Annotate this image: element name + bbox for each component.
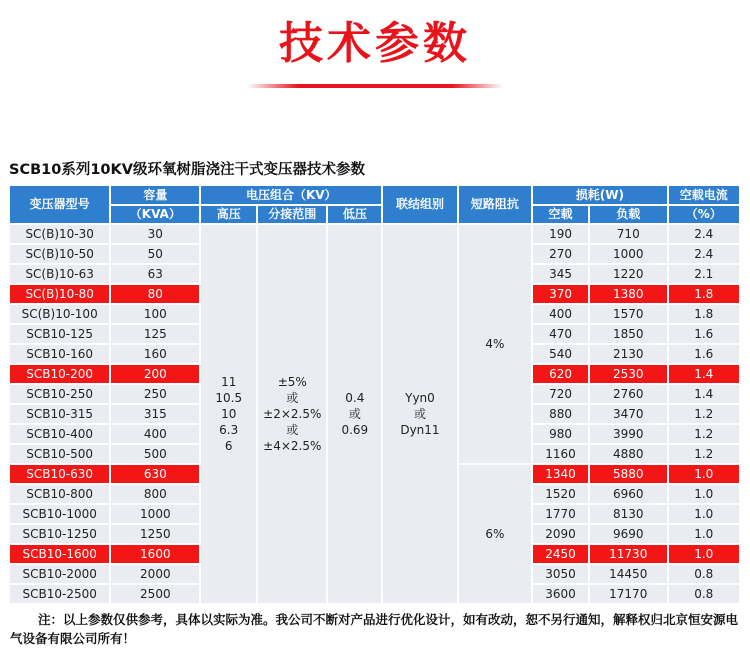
cell-no-load-current: 0.8 <box>669 565 739 583</box>
header-no-load-loss: 空载 <box>533 206 588 223</box>
spec-table-body <box>10 225 739 603</box>
header-voltage-group: 电压组合（KV） <box>201 186 381 204</box>
table-row <box>10 225 739 243</box>
cell-model: SCB10-2000 <box>10 565 109 583</box>
cell-no-load-loss: 2090 <box>533 525 588 543</box>
cell-capacity: 63 <box>111 265 199 283</box>
cell-load-loss: 5880 <box>590 465 667 483</box>
cell-load-loss: 2130 <box>590 345 667 363</box>
cell-connection-line: Dyn11 <box>400 423 440 437</box>
cell-load-loss: 11730 <box>590 545 667 563</box>
table-title: SCB10系列10KV级环氧树脂浇注干式变压器技术参数 <box>9 162 365 178</box>
cell-tap-range-line: 或 <box>286 391 299 405</box>
cell-load-loss: 9690 <box>590 525 667 543</box>
cell-model: SC(B)10-80 <box>10 285 109 303</box>
cell-load-loss: 710 <box>590 225 667 243</box>
header-loss-group: 损耗(W) <box>533 186 666 204</box>
cell-tap-range <box>258 225 326 603</box>
cell-tap-range-line: ±2×2.5% <box>263 407 322 421</box>
header-tap-range: 分接范围 <box>258 206 326 223</box>
cell-capacity: 125 <box>111 325 199 343</box>
cell-load-loss: 1850 <box>590 325 667 343</box>
cell-model: SC(B)10-50 <box>10 245 109 263</box>
cell-load-loss: 3990 <box>590 425 667 443</box>
cell-no-load-current: 1.0 <box>669 545 739 563</box>
cell-load-loss: 17170 <box>590 585 667 603</box>
cell-load-loss: 2530 <box>590 365 667 383</box>
cell-no-load-loss: 880 <box>533 405 588 423</box>
cell-no-load-loss: 720 <box>533 385 588 403</box>
cell-no-load-loss: 1770 <box>533 505 588 523</box>
cell-no-load-loss: 1520 <box>533 485 588 503</box>
cell-capacity: 1600 <box>111 545 199 563</box>
cell-no-load-loss: 1160 <box>533 445 588 463</box>
cell-model: SC(B)10-63 <box>10 265 109 283</box>
cell-load-loss: 1380 <box>590 285 667 303</box>
header-connection: 联结组别 <box>383 186 456 223</box>
cell-load-loss: 3470 <box>590 405 667 423</box>
header-no-load-current-unit: （%） <box>669 206 739 223</box>
cell-model: SC(B)10-30 <box>10 225 109 243</box>
cell-connection-line: Yyn0 <box>405 391 435 405</box>
cell-no-load-loss: 190 <box>533 225 588 243</box>
cell-model: SCB10-2500 <box>10 585 109 603</box>
cell-capacity: 30 <box>111 225 199 243</box>
cell-model: SCB10-1000 <box>10 505 109 523</box>
cell-load-loss: 4880 <box>590 445 667 463</box>
cell-capacity: 630 <box>111 465 199 483</box>
cell-model: SCB10-800 <box>10 485 109 503</box>
cell-no-load-current: 2.4 <box>669 245 739 263</box>
cell-model: SCB10-500 <box>10 445 109 463</box>
cell-no-load-current: 1.0 <box>669 485 739 503</box>
cell-connection <box>383 225 456 603</box>
cell-capacity: 2000 <box>111 565 199 583</box>
header-capacity-unit: （KVA） <box>111 206 199 223</box>
cell-capacity: 250 <box>111 385 199 403</box>
cell-tap-range-line: ±4×2.5% <box>263 439 322 453</box>
cell-impedance-6: 6% <box>459 465 531 603</box>
cell-tap-range-line: ±5% <box>277 375 307 389</box>
cell-no-load-loss: 620 <box>533 365 588 383</box>
cell-capacity: 2500 <box>111 585 199 603</box>
cell-high-voltage-line: 10.5 <box>215 391 243 405</box>
cell-no-load-current: 1.2 <box>669 425 739 443</box>
cell-load-loss: 1220 <box>590 265 667 283</box>
cell-capacity: 500 <box>111 445 199 463</box>
cell-no-load-current: 1.6 <box>669 325 739 343</box>
cell-no-load-loss: 3600 <box>533 585 588 603</box>
cell-no-load-current: 1.4 <box>669 365 739 383</box>
cell-no-load-loss: 370 <box>533 285 588 303</box>
cell-capacity: 315 <box>111 405 199 423</box>
cell-load-loss: 8130 <box>590 505 667 523</box>
cell-capacity: 1000 <box>111 505 199 523</box>
cell-capacity: 80 <box>111 285 199 303</box>
cell-no-load-current: 2.1 <box>669 265 739 283</box>
cell-no-load-loss: 3050 <box>533 565 588 583</box>
cell-model: SCB10-630 <box>10 465 109 483</box>
cell-capacity: 160 <box>111 345 199 363</box>
cell-model: SCB10-1600 <box>10 545 109 563</box>
cell-model: SCB10-160 <box>10 345 109 363</box>
cell-load-loss: 6960 <box>590 485 667 503</box>
cell-low-voltage-line: 0.4 <box>345 391 365 405</box>
cell-capacity: 400 <box>111 425 199 443</box>
cell-no-load-loss: 2450 <box>533 545 588 563</box>
cell-capacity: 800 <box>111 485 199 503</box>
header-low-voltage: 低压 <box>328 206 381 223</box>
cell-model: SCB10-125 <box>10 325 109 343</box>
cell-no-load-current: 2.4 <box>669 225 739 243</box>
cell-low-voltage-line: 或 <box>348 407 361 421</box>
cell-load-loss: 1000 <box>590 245 667 263</box>
cell-connection-line: 或 <box>413 407 426 421</box>
cell-low-voltage <box>328 225 381 603</box>
page-title: 技术参数 <box>279 18 471 69</box>
cell-capacity: 100 <box>111 305 199 323</box>
header-impedance: 短路阻抗 <box>459 186 531 223</box>
cell-no-load-current: 1.0 <box>669 465 739 483</box>
spec-table <box>8 184 741 605</box>
header-no-load-current: 空载电流 <box>669 186 739 204</box>
cell-no-load-loss: 980 <box>533 425 588 443</box>
footnote: 注：以上参数仅供参考，具体以实际为准。我公司不断对产品进行优化设计，如有改动，恕不另行通知，解释权归北京恒安源电气设备有限公司所有！ <box>10 612 739 646</box>
cell-high-voltage-line: 6.3 <box>219 423 239 437</box>
cell-no-load-current: 1.8 <box>669 305 739 323</box>
cell-impedance-4: 4% <box>459 225 531 463</box>
cell-capacity: 1250 <box>111 525 199 543</box>
header-high-voltage: 高压 <box>201 206 256 223</box>
cell-capacity: 200 <box>111 365 199 383</box>
cell-no-load-loss: 470 <box>533 325 588 343</box>
cell-no-load-current: 1.2 <box>669 405 739 423</box>
cell-model: SCB10-315 <box>10 405 109 423</box>
cell-model: SCB10-200 <box>10 365 109 383</box>
cell-model: SCB10-250 <box>10 385 109 403</box>
cell-high-voltage-line: 6 <box>224 439 233 453</box>
header-load-loss: 负载 <box>590 206 667 223</box>
cell-no-load-loss: 270 <box>533 245 588 263</box>
cell-no-load-current: 0.8 <box>669 585 739 603</box>
cell-no-load-current: 1.0 <box>669 505 739 523</box>
cell-no-load-loss: 400 <box>533 305 588 323</box>
cell-load-loss: 2760 <box>590 385 667 403</box>
title-underline <box>247 84 503 88</box>
cell-tap-range-line: 或 <box>286 423 299 437</box>
cell-no-load-current: 1.6 <box>669 345 739 363</box>
cell-no-load-loss: 1340 <box>533 465 588 483</box>
cell-model: SCB10-400 <box>10 425 109 443</box>
cell-high-voltage-line: 11 <box>221 375 237 389</box>
cell-no-load-current: 1.0 <box>669 525 739 543</box>
cell-no-load-loss: 540 <box>533 345 588 363</box>
cell-high-voltage-line: 10 <box>221 407 237 421</box>
cell-load-loss: 14450 <box>590 565 667 583</box>
cell-no-load-current: 1.4 <box>669 385 739 403</box>
cell-no-load-current: 1.2 <box>669 445 739 463</box>
cell-model: SC(B)10-100 <box>10 305 109 323</box>
cell-low-voltage-line: 0.69 <box>341 423 369 437</box>
cell-no-load-loss: 345 <box>533 265 588 283</box>
cell-load-loss: 1570 <box>590 305 667 323</box>
cell-high-voltage <box>201 225 256 603</box>
header-capacity: 容量 <box>111 186 199 204</box>
header-model: 变压器型号 <box>10 186 109 223</box>
cell-model: SCB10-1250 <box>10 525 109 543</box>
cell-no-load-current: 1.8 <box>669 285 739 303</box>
cell-capacity: 50 <box>111 245 199 263</box>
